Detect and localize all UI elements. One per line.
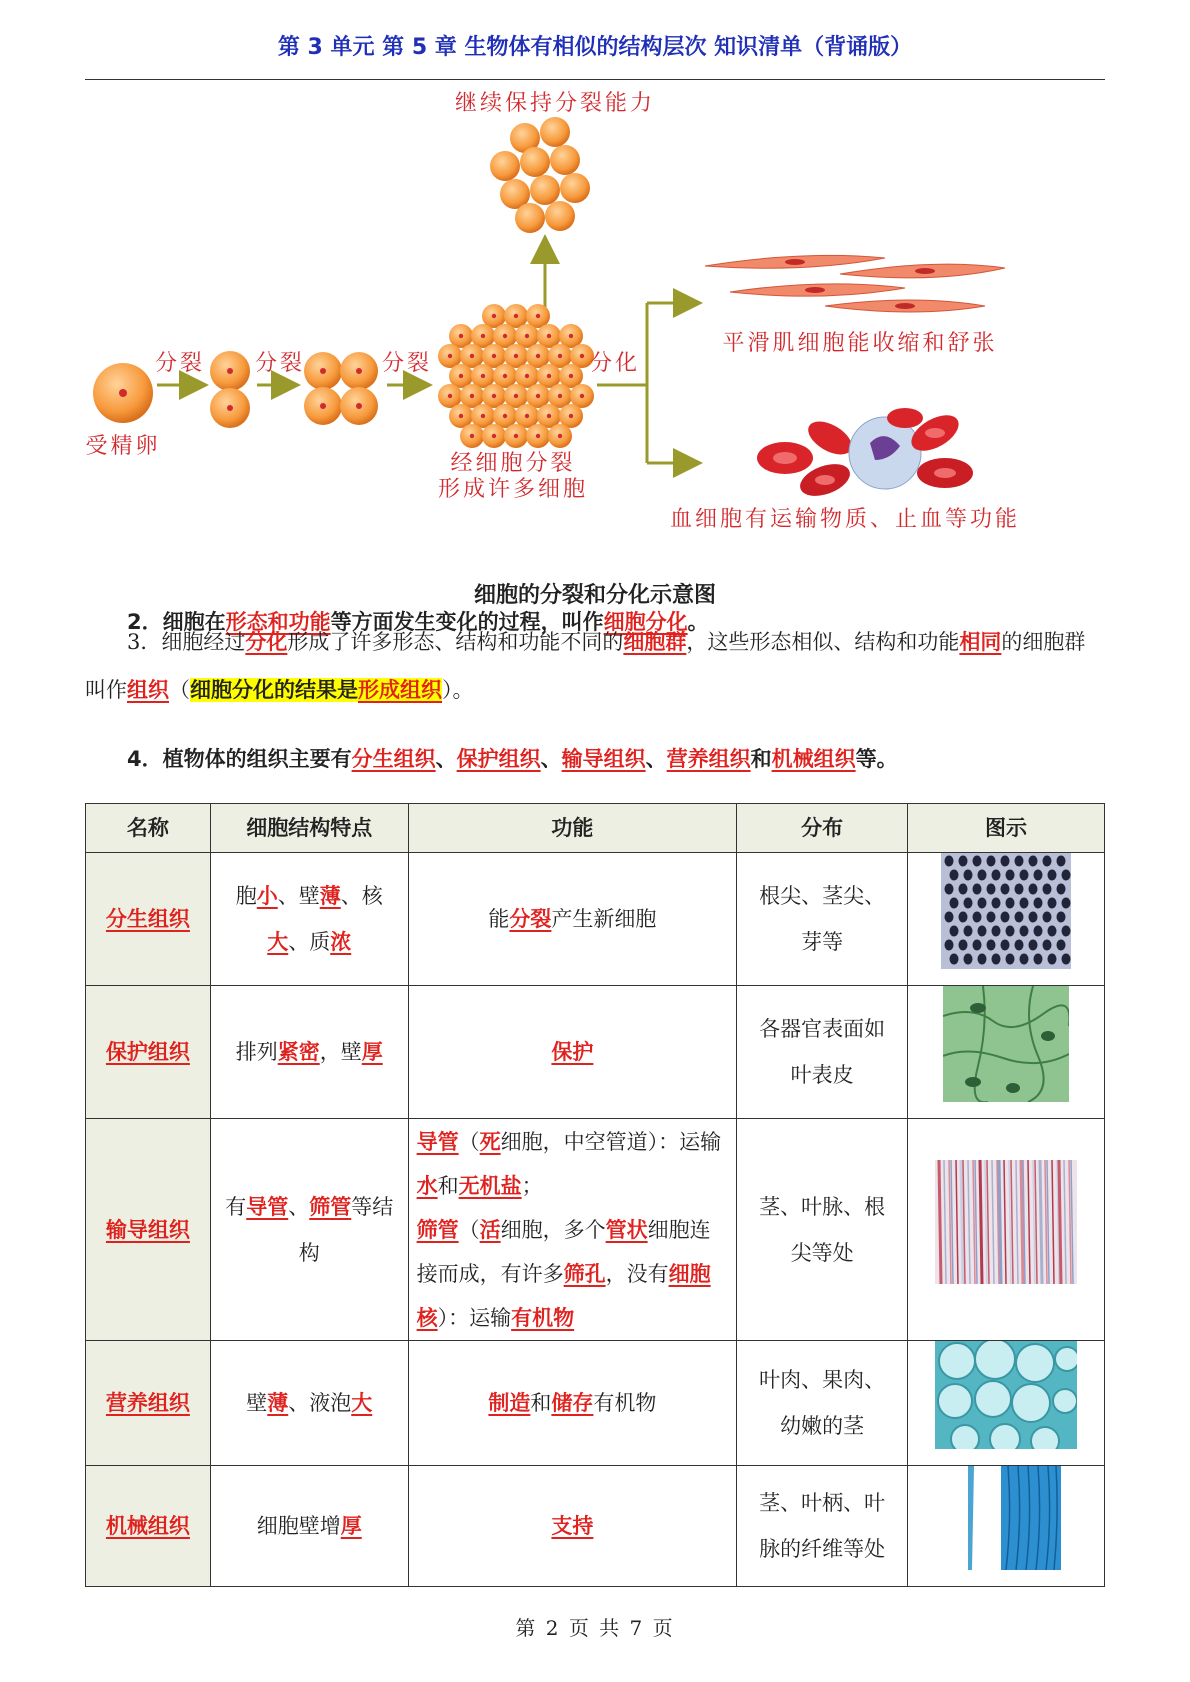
function-cell: 导管（死细胞，中空管道）：运输水和无机盐； 筛管（活细胞，多个管状细胞连接而成，有许多筛孔，没有细胞核）：运输有机物 — [408, 1119, 737, 1341]
key-term: 分化 — [245, 629, 288, 654]
key-term: 细胞分化 — [603, 609, 688, 634]
epidermis-micrograph — [943, 986, 1069, 1102]
meristem-micrograph — [941, 853, 1071, 969]
key-term: 制造 — [488, 1390, 531, 1415]
key-term: 筛管 — [416, 1216, 459, 1242]
image-cell — [908, 986, 1105, 1119]
para4-text: 、 — [435, 747, 457, 771]
distribution-cell: 根尖、茎尖、芽等 — [737, 853, 908, 986]
key-term: 筛管 — [309, 1193, 352, 1219]
key-term: 活 — [479, 1216, 501, 1242]
label-mass-line2: 形成许多细胞 — [437, 477, 589, 502]
function-cell — [408, 1466, 737, 1587]
col-header-image: 图示 — [908, 804, 1105, 853]
many-cell-mass — [438, 304, 594, 448]
top-cell-cluster — [490, 117, 590, 233]
key-term: 管状 — [605, 1216, 648, 1242]
structure-cell: 壁薄、液泡大 — [210, 1341, 408, 1466]
image-cell — [908, 1341, 1105, 1466]
key-term: 导管 — [246, 1193, 289, 1219]
col-header-name: 名称 — [86, 804, 211, 853]
key-term: 保护 — [551, 1039, 594, 1064]
key-term: 保护组织 — [456, 746, 541, 771]
key-term: 相同 — [959, 629, 1002, 654]
key-term: 厚 — [361, 1039, 383, 1064]
label-blood: 血细胞有运输物质、止血等功能 — [669, 507, 1021, 532]
function-cell: 制造和储存有机物 — [408, 1341, 737, 1466]
col-header-function: 功能 — [408, 804, 737, 853]
distribution-cell: 茎、叶脉、根尖等处 — [737, 1119, 908, 1341]
key-term: 大 — [267, 929, 289, 954]
key-term: 厚 — [340, 1513, 362, 1538]
label-differentiate: 分化 — [589, 351, 641, 376]
structure-cell: 细胞壁增厚 — [210, 1466, 408, 1587]
tissue-name: 输导组织 — [86, 1119, 211, 1341]
key-term: 薄 — [319, 883, 341, 908]
distribution-cell: 叶肉、果肉、幼嫩的茎 — [737, 1341, 908, 1466]
para3-text: （ — [169, 678, 190, 702]
paragraph-4 — [85, 735, 1105, 783]
tissue-name: 分生组织 — [86, 853, 211, 986]
table-row — [86, 1341, 1105, 1466]
key-term: 导管 — [416, 1128, 459, 1154]
para2-num: 2． — [127, 610, 163, 634]
tissue-name: 保护组织 — [86, 986, 211, 1119]
table-row — [86, 1466, 1105, 1587]
tissue-table — [85, 803, 1105, 1587]
label-mass-line1: 经细胞分裂 — [450, 451, 576, 476]
key-term: 支持 — [551, 1513, 594, 1538]
vascular-micrograph — [935, 1160, 1077, 1284]
key-term: 机械组织 — [771, 746, 856, 771]
highlight-text — [190, 678, 442, 702]
table-row — [86, 1119, 1105, 1341]
label-muscle: 平滑肌细胞能收缩和舒张 — [722, 331, 998, 356]
key-term: 细胞群 — [623, 629, 687, 654]
label-split-2: 分裂 — [254, 351, 306, 376]
key-term: 形态和功能 — [225, 609, 331, 634]
key-term: 储存 — [551, 1390, 594, 1415]
four-cell-stage — [304, 352, 378, 425]
para4-text: 植物体的组织主要有 — [162, 747, 352, 771]
para2-text: 细胞在 — [162, 610, 226, 634]
key-term: 分裂 — [509, 906, 552, 931]
para3-num: 3． — [127, 630, 162, 654]
label-split-1: 分裂 — [154, 351, 206, 376]
para3-text: 细胞经过 — [161, 630, 246, 654]
fiber-micrograph — [946, 1466, 1066, 1570]
key-term: 大 — [351, 1390, 373, 1415]
highlight-label: 细胞分化的结果是 — [190, 678, 358, 702]
para3-text: ，这些形态相似、结构和功能 — [686, 630, 960, 654]
key-term: 细胞核 — [416, 1260, 711, 1330]
paragraph-3 — [85, 618, 1105, 714]
structure-cell: 有导管、筛管等结构 — [210, 1119, 408, 1341]
key-term: 组织 — [127, 677, 169, 702]
function-cell: 能分裂产生新细胞 — [408, 853, 737, 986]
table-row — [86, 853, 1105, 986]
parenchyma-micrograph — [935, 1341, 1077, 1449]
key-term: 形成组织 — [358, 678, 442, 702]
key-term: 无机盐 — [458, 1172, 522, 1198]
col-header-structure: 细胞结构特点 — [210, 804, 408, 853]
page-footer: 第 2 页 共 7 页 — [515, 1616, 675, 1640]
para4-text: 和 — [750, 747, 772, 771]
para4-text: 、 — [540, 747, 562, 771]
cell-division-diagram — [85, 88, 1105, 578]
para3-text: 的细胞群叫作 — [85, 630, 1086, 702]
col-header-distribution: 分布 — [737, 804, 908, 853]
para4-text: 、 — [645, 747, 667, 771]
image-cell — [908, 1119, 1105, 1341]
table-row — [86, 986, 1105, 1119]
key-term: 小 — [256, 883, 278, 908]
image-cell — [908, 1466, 1105, 1587]
para2-text: 。 — [687, 610, 709, 634]
para3-text: ）。 — [442, 678, 474, 702]
smooth-muscle-cells — [705, 255, 1005, 312]
tissue-name: 机械组织 — [86, 1466, 211, 1587]
key-term: 薄 — [267, 1390, 289, 1415]
key-term: 水 — [416, 1172, 438, 1198]
para4-num: 4． — [127, 747, 163, 771]
image-cell — [908, 853, 1105, 986]
distribution-cell: 茎、叶柄、叶脉的纤维等处 — [737, 1466, 908, 1587]
key-term: 紧密 — [277, 1039, 320, 1064]
key-term: 输导组织 — [561, 746, 646, 771]
para4-text: 等。 — [855, 747, 898, 771]
function-cell — [408, 986, 737, 1119]
key-term: 死 — [479, 1128, 501, 1154]
para2-text: 等方面发生变化的过程，叫作 — [330, 610, 604, 634]
diagram-caption: 细胞的分裂和分化示意图 — [473, 583, 716, 608]
key-term: 营养组织 — [666, 746, 751, 771]
label-zygote: 受精卵 — [85, 434, 161, 459]
distribution-cell: 各器官表面如叶表皮 — [737, 986, 908, 1119]
structure-cell: 排列紧密，壁厚 — [210, 986, 408, 1119]
para3-text: 形成了许多形态、结构和功能不同的 — [287, 630, 624, 654]
key-term: 筛孔 — [563, 1260, 606, 1286]
structure-cell: 胞小、壁薄、核 大、质浓 — [210, 853, 408, 986]
key-term: 浓 — [330, 929, 352, 954]
label-keep-dividing: 继续保持分裂能力 — [454, 91, 656, 116]
label-split-3: 分裂 — [381, 351, 433, 376]
two-cell-stage — [210, 351, 250, 428]
header-rule — [85, 79, 1105, 80]
page-header-title: 第 3 单元 第 5 章 生物体有相似的结构层次 知识清单（背诵版） — [277, 35, 913, 60]
key-term: 分生组织 — [351, 746, 436, 771]
table-header-row — [86, 804, 1105, 853]
tissue-name: 营养组织 — [86, 1341, 211, 1466]
blood-cells — [757, 408, 973, 502]
key-term: 有机物 — [511, 1304, 575, 1330]
